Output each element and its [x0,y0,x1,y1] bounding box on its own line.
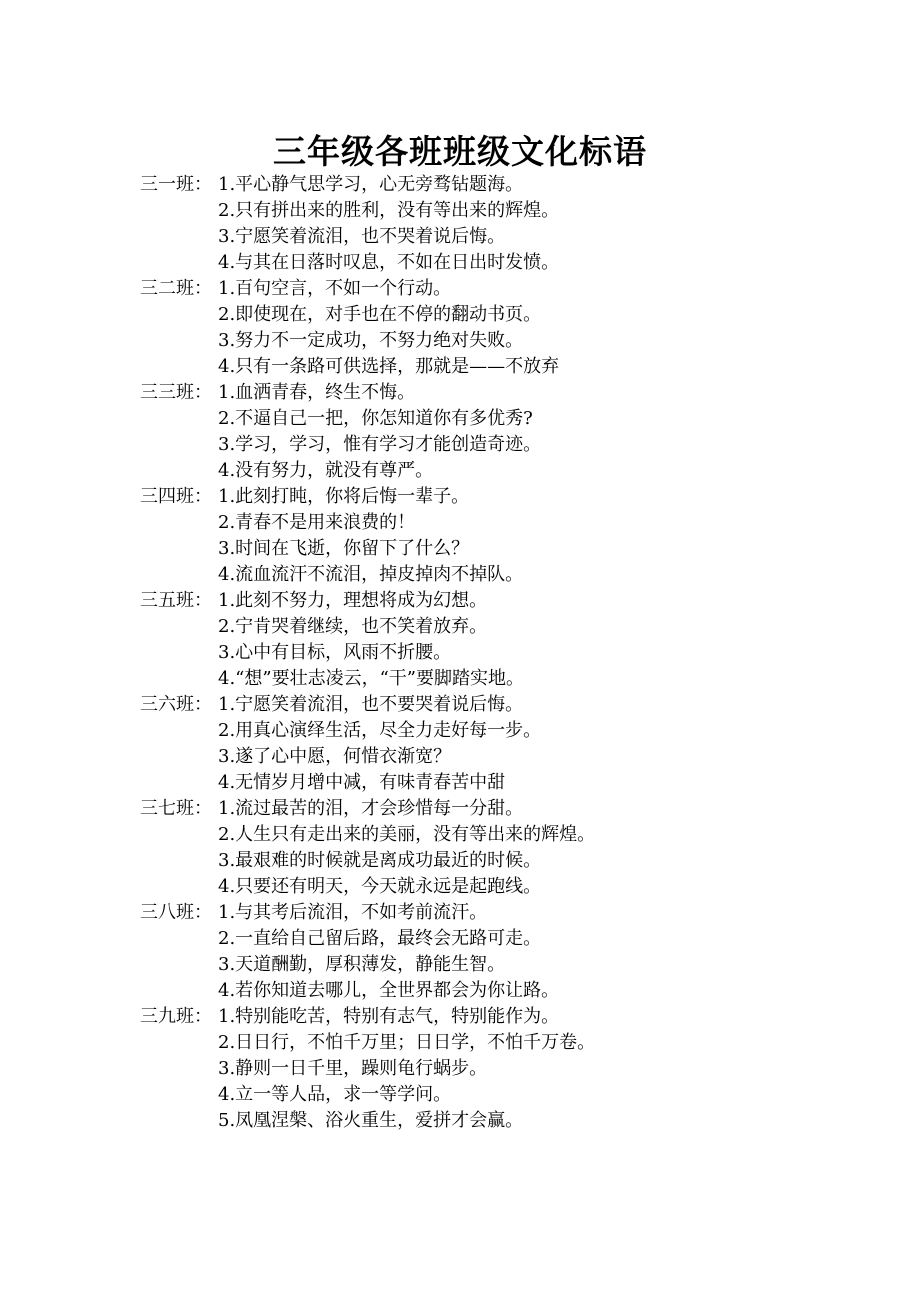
slogan-line [140,406,900,432]
slogan-line [140,380,900,406]
slogan-line [140,770,900,796]
slogan-line [140,588,900,614]
slogan-text: 1.此刻打盹，你将后悔一辈子。 [218,486,470,507]
slogan-text: 3.时间在飞逝，你留下了什么？ [218,538,470,559]
slogan-text: 1.流过最苦的泪，才会珍惜每一分甜。 [218,798,524,819]
slogan-list [140,172,900,1134]
slogan-line [140,198,900,224]
slogan-line [140,1030,900,1056]
slogan-line [140,744,900,770]
slogan-text: 3.遂了心中愿，何惜衣渐宽？ [218,746,452,767]
slogan-text: 4.立一等人品，求一等学问。 [218,1084,452,1105]
class-label: 三二班： [140,278,212,299]
document-title: 三年级各班班级文化标语 [273,132,647,171]
slogan-line [140,978,900,1004]
slogan-text: 2.用真心演绎生活，尽全力走好每一步。 [218,720,542,741]
slogan-line [140,536,900,562]
slogan-line [140,1108,900,1134]
slogan-line [140,666,900,692]
class-label: 三五班： [140,590,212,611]
slogan-text: 2.不逼自己一把，你怎知道你有多优秀? [218,408,533,429]
slogan-text: 4.没有努力，就没有尊严。 [218,460,434,481]
slogan-line [140,302,900,328]
slogan-line [140,562,900,588]
slogan-text: 3.天道酬勤，厚积薄发，静能生智。 [218,954,506,975]
slogan-line [140,354,900,380]
slogan-text: 4.与其在日落时叹息，不如在日出时发愤。 [218,252,560,273]
slogan-text: 1.平心静气思学习，心无旁骛钻题海。 [218,174,524,195]
slogan-line [140,484,900,510]
slogan-line [140,692,900,718]
slogan-line [140,718,900,744]
slogan-line [140,900,900,926]
slogan-text: 1.此刻不努力，理想将成为幻想。 [218,590,488,611]
slogan-line [140,926,900,952]
class-label: 三六班： [140,694,212,715]
slogan-line [140,822,900,848]
slogan-line [140,458,900,484]
slogan-text: 4.“想”要壮志凌云，“干”要脚踏实地。 [218,668,524,689]
class-label: 三三班： [140,382,212,403]
slogan-line [140,1004,900,1030]
slogan-text: 1.百句空言，不如一个行动。 [218,278,452,299]
slogan-text: 4.若你知道去哪儿，全世界都会为你让路。 [218,980,560,1001]
slogan-text: 4.流血流汗不流泪，掉皮掉肉不掉队。 [218,564,524,585]
slogan-text: 3.努力不一定成功，不努力绝对失败。 [218,330,524,351]
slogan-text: 2.一直给自己留后路，最终会无路可走。 [218,928,542,949]
slogan-text: 1.宁愿笑着流泪，也不要哭着说后悔。 [218,694,524,715]
slogan-text: 3.最艰难的时候就是离成功最近的时候。 [218,850,542,871]
slogan-line [140,614,900,640]
slogan-text: 2.人生只有走出来的美丽，没有等出来的辉煌。 [218,824,596,845]
slogan-line [140,1082,900,1108]
slogan-line [140,848,900,874]
slogan-text: 2.青春不是用来浪费的！ [218,512,416,533]
slogan-line [140,952,900,978]
slogan-text: 3.心中有目标，风雨不折腰。 [218,642,452,663]
slogan-line [140,224,900,250]
slogan-text: 2.即使现在，对手也在不停的翻动书页。 [218,304,542,325]
slogan-text: 3.宁愿笑着流泪，也不哭着说后悔。 [218,226,506,247]
slogan-text: 4.无情岁月增中减，有味青春苦中甜 [218,772,506,793]
class-label: 三一班： [140,174,212,195]
slogan-line [140,328,900,354]
slogan-text: 2.宁肯哭着继续，也不笑着放弃。 [218,616,488,637]
slogan-line [140,276,900,302]
slogan-text: 1.与其考后流泪，不如考前流汗。 [218,902,488,923]
slogan-text: 2.日日行，不怕千万里；日日学，不怕千万卷。 [218,1032,596,1053]
slogan-text: 5.凤凰涅槃、浴火重生，爱拼才会赢。 [218,1110,524,1131]
class-label: 三七班： [140,798,212,819]
slogan-text: 4.只有一条路可供选择，那就是——不放弃 [218,356,560,377]
class-label: 三四班： [140,486,212,507]
slogan-line [140,432,900,458]
slogan-text: 1.特别能吃苦，特别有志气，特别能作为。 [218,1006,560,1027]
class-label: 三九班： [140,1006,212,1027]
slogan-text: 3.静则一日千里，躁则龟行蜗步。 [218,1058,488,1079]
slogan-line [140,250,900,276]
slogan-line [140,640,900,666]
slogan-line [140,874,900,900]
class-label: 三八班： [140,902,212,923]
slogan-text: 1.血洒青春，终生不悔。 [218,382,416,403]
slogan-line [140,510,900,536]
slogan-text: 3.学习，学习，惟有学习才能创造奇迹。 [218,434,542,455]
slogan-line [140,1056,900,1082]
slogan-text: 4.只要还有明天，今天就永远是起跑线。 [218,876,542,897]
slogan-line [140,796,900,822]
slogan-line [140,172,900,198]
slogan-text: 2.只有拼出来的胜利，没有等出来的辉煌。 [218,200,560,221]
